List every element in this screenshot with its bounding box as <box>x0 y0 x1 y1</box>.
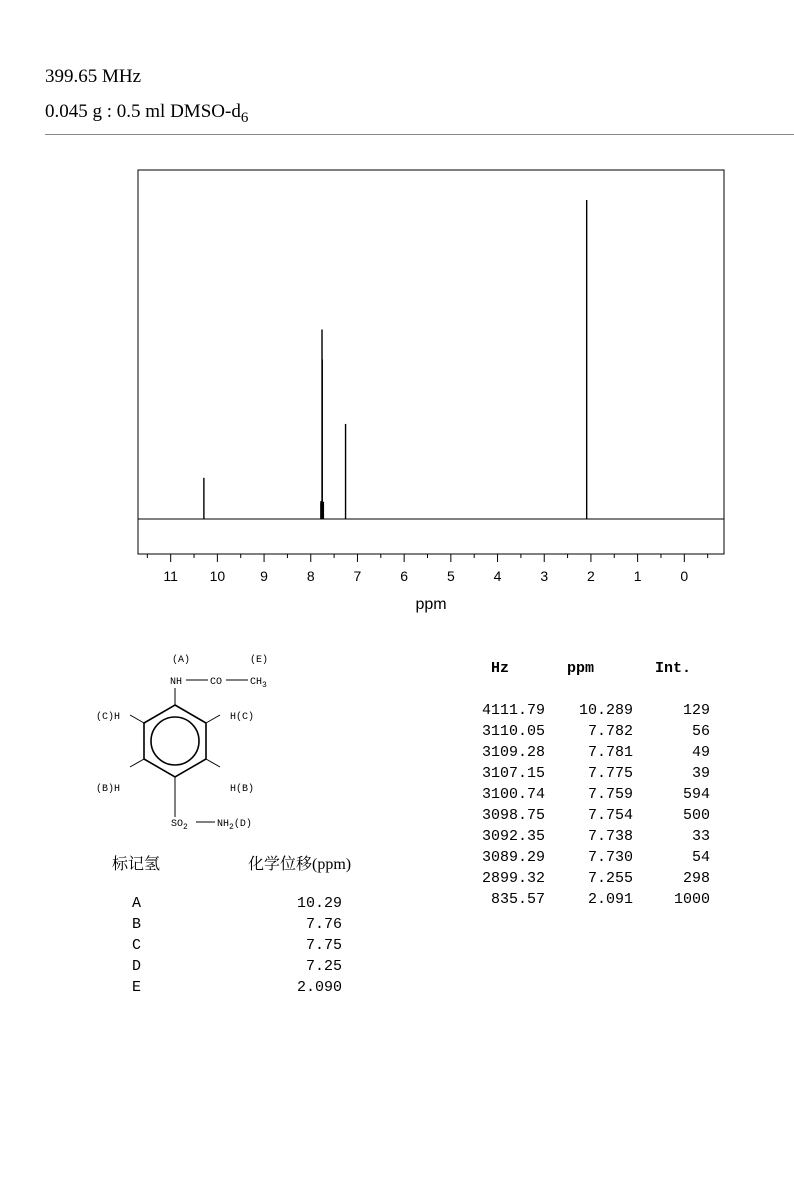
x-tick-label: 8 <box>306 568 315 584</box>
group-ch3 <box>250 677 267 690</box>
x-tick-label: 4 <box>493 568 502 584</box>
peak-ppm-value: 7.754 <box>587 807 633 824</box>
label-e: (E) <box>250 655 269 666</box>
spectrum-peaks <box>204 200 587 519</box>
x-tick-label: 3 <box>540 568 549 584</box>
peak-hz-value: 835.57 <box>490 891 545 908</box>
peak-ppm-value: 7.738 <box>587 828 633 845</box>
x-tick-label: 1 <box>633 568 642 584</box>
peak-ppm-value: 7.781 <box>587 744 633 761</box>
ch3-text: CH <box>250 677 263 688</box>
bond-ring-hb-left <box>130 759 144 767</box>
peak-ppm-value: 7.759 <box>587 786 633 803</box>
peak-int-value: 1000 <box>673 891 710 908</box>
molecule-structure <box>70 645 330 835</box>
assignment-header-label: 标记氢 <box>112 856 161 873</box>
peak-int-value: 54 <box>691 849 710 866</box>
aromatic-circle <box>151 717 199 765</box>
h-b-left: (B)H <box>95 784 120 795</box>
assignment-shift: 10.29 <box>296 895 342 912</box>
x-axis-label: ppm <box>415 596 447 613</box>
assignment-label: E <box>132 979 142 996</box>
assignment-label: C <box>132 937 142 954</box>
peak-ppm-value: 7.730 <box>587 849 633 866</box>
bond-ring-hc-left <box>130 715 144 723</box>
assignment-label-column <box>132 893 141 998</box>
x-tick-label: 5 <box>446 568 455 584</box>
assignment-shift: 7.76 <box>305 916 342 933</box>
peak-header-ppm: ppm <box>567 660 595 677</box>
benzene-ring <box>144 705 206 777</box>
h-c-right: H(C) <box>230 712 255 723</box>
assignment-shift: 7.75 <box>305 937 342 954</box>
assignment-shift: 7.25 <box>305 958 342 975</box>
peak-hz-value: 3100.74 <box>481 786 545 803</box>
x-tick-label: 10 <box>209 568 226 584</box>
x-tick-label: 11 <box>163 568 178 584</box>
x-tick-label: 0 <box>680 568 689 584</box>
peak-header-int: Int. <box>655 660 692 677</box>
x-tick-label: 9 <box>260 568 268 584</box>
peak-ppm-column <box>560 700 633 910</box>
h-b-right: H(B) <box>230 784 255 795</box>
peak-hz-value: 3109.28 <box>481 744 545 761</box>
nh2-subscript: 2 <box>229 823 234 832</box>
assignment-header-shift: 化学位移(ppm) <box>248 856 352 873</box>
peak-int-value: 49 <box>691 744 710 761</box>
assignment-shift-column <box>262 893 342 998</box>
h-c-left: (C)H <box>95 712 120 723</box>
peak-hz-column <box>460 700 545 910</box>
assignment-label: B <box>132 916 142 933</box>
group-nh2 <box>217 818 252 832</box>
assignment-label: D <box>132 958 142 975</box>
peak-ppm-value: 7.782 <box>587 723 633 740</box>
peak-hz-value: 3092.35 <box>481 828 545 845</box>
so2-subscript: 2 <box>183 823 188 832</box>
peak-hz-value: 3089.29 <box>481 849 545 866</box>
x-tick-label: 2 <box>587 568 595 584</box>
peak-int-column <box>650 700 710 910</box>
peak-hz-value: 4111.79 <box>481 702 545 719</box>
ch3-subscript: 3 <box>262 681 267 690</box>
peak-int-value: 298 <box>682 870 710 887</box>
peak-int-value: 500 <box>682 807 710 824</box>
peak-hz-value: 3110.05 <box>481 723 545 740</box>
peak-int-value: 33 <box>691 828 710 845</box>
peak-ppm-value: 7.255 <box>587 870 633 887</box>
group-so2 <box>171 819 188 832</box>
peak-hz-value: 2899.32 <box>481 870 545 887</box>
assignment-label: A <box>132 895 142 912</box>
peak-ppm-value: 2.091 <box>587 891 633 908</box>
peak-hz-value: 3107.15 <box>481 765 545 782</box>
x-tick-label: 7 <box>353 568 362 584</box>
label-a: (A) <box>172 655 191 666</box>
assignment-shift: 2.090 <box>296 979 342 996</box>
x-tick-label: 6 <box>400 568 409 584</box>
peak-int-value: 594 <box>682 786 710 803</box>
nh2-text: NH <box>217 819 230 830</box>
peak-header-hz: Hz <box>491 660 510 677</box>
peak-int-value: 56 <box>691 723 710 740</box>
peak-ppm-value: 10.289 <box>578 702 633 719</box>
plot-frame <box>138 170 724 554</box>
peak-int-value: 39 <box>691 765 710 782</box>
so2-text: SO <box>171 819 184 830</box>
spectrometer-frequency: 399.65 MHz <box>45 66 142 87</box>
peak-ppm-value: 7.775 <box>587 765 633 782</box>
x-axis-ticks <box>147 554 707 584</box>
sample-text: 0.045 g : 0.5 ml DMSO-d <box>45 101 241 122</box>
sample-subscript: 6 <box>240 109 249 126</box>
group-co: CO <box>210 677 223 688</box>
group-nh: NH <box>170 677 183 688</box>
peak-hz-value: 3098.75 <box>481 807 545 824</box>
bond-ring-hb-right <box>206 759 220 767</box>
peak-int-value: 129 <box>682 702 710 719</box>
bond-ring-hc-right <box>206 715 220 723</box>
label-d: (D) <box>233 819 252 830</box>
